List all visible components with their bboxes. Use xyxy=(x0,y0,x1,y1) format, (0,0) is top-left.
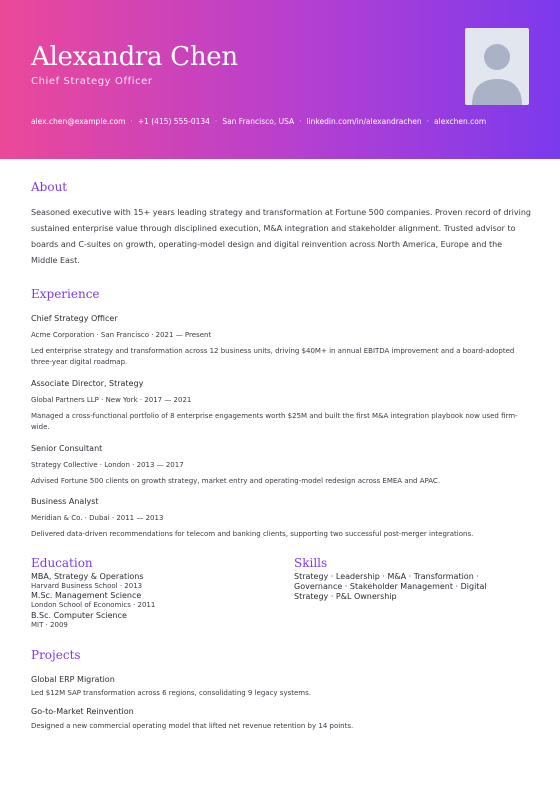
project-title: Go-to-Market Reinvention xyxy=(31,707,134,716)
contact-phone[interactable]: +1 (415) 555-0134 xyxy=(137,117,210,126)
education-list xyxy=(31,572,155,630)
job-description: Delivered data-driven recommendations for telecom and banking clients, supporting two successful post-merger integrations. xyxy=(31,530,474,538)
candidate-role: Chief Strategy Officer xyxy=(31,76,153,87)
job-meta: Acme Corporation · San Francisco · 2021 — Present xyxy=(31,331,212,339)
education-school: MIT · 2009 xyxy=(31,620,68,629)
experience-heading: Experience xyxy=(31,287,100,301)
contact-separator: · xyxy=(299,117,302,126)
job-meta: Global Partners LLP · New York · 2017 — 2021 xyxy=(31,396,192,404)
job-description: Led enterprise strategy and transformation across 12 business units, driving $40M+ in annual EBITDA improvement and a board-adopted three-year digital roadmap. xyxy=(31,347,515,366)
job-description: Advised Fortune 500 clients on growth strategy, market entry and operating-model redesign across EMEA and APAC. xyxy=(31,477,441,485)
job-meta: Meridian & Co. · Dubai · 2011 — 2013 xyxy=(31,514,164,522)
project-description: Designed a new commercial operating model that lifted net revenue retention by 14 points. xyxy=(31,722,354,730)
candidate-name: Alexandra Chen xyxy=(31,42,238,72)
resume-header xyxy=(0,0,560,159)
contact-location: San Francisco, USA xyxy=(222,117,295,126)
job-title: Senior Consultant xyxy=(31,444,103,453)
contact-email[interactable]: alex.chen@example.com xyxy=(31,117,126,126)
project-title: Global ERP Migration xyxy=(31,675,115,684)
job-title: Associate Director, Strategy xyxy=(31,379,144,388)
avatar-placeholder-icon xyxy=(465,28,529,105)
job-description: Managed a cross-functional portfolio of 8 enterprise engagements worth $25M and built the first M&A integration playbook now used firm-wide. xyxy=(31,412,518,431)
contact-separator: · xyxy=(214,117,218,126)
education-school: London School of Economics · 2011 xyxy=(31,601,156,610)
education-degree: B.Sc. Computer Science xyxy=(31,610,127,620)
projects-heading: Projects xyxy=(31,648,81,662)
education-heading: Education xyxy=(31,556,93,570)
contact-separator: · xyxy=(426,117,430,126)
contact-separator: · xyxy=(130,117,133,126)
profile-photo xyxy=(465,28,529,105)
contact-linkedin[interactable]: linkedin.com/in/alexandrachen xyxy=(306,117,422,126)
about-heading: About xyxy=(31,180,68,194)
contact-line xyxy=(31,117,486,126)
skills-list: Strategy · Leadership · M&A · Transformation · Governance · Stakeholder Management · Digital Strategy · P&L Ownership xyxy=(294,572,487,601)
education-school: Harvard Business School · 2013 xyxy=(31,581,143,590)
job-title: Business Analyst xyxy=(31,497,99,506)
project-description: Led $12M SAP transformation across 6 regions, consolidating 9 legacy systems. xyxy=(31,689,311,697)
job-title: Chief Strategy Officer xyxy=(31,314,118,323)
education-degree: M.Sc. Management Science xyxy=(31,591,142,601)
job-meta: Strategy Collective · London · 2013 — 2017 xyxy=(31,461,184,469)
contact-website[interactable]: alexchen.com xyxy=(434,117,487,126)
skills-heading: Skills xyxy=(294,556,328,570)
education-degree: MBA, Strategy & Operations xyxy=(31,572,144,581)
about-text: Seasoned executive with 15+ years leading strategy and transformation at Fortune 500 companies. Proven record of driving sustained enterprise value through disciplined execution, M&A integration and stakeholder alignment. Trusted advisor to boards and C-suites on growth, operating-model design and digital reinvention across North America, Europe and the Middle East. xyxy=(31,208,532,265)
